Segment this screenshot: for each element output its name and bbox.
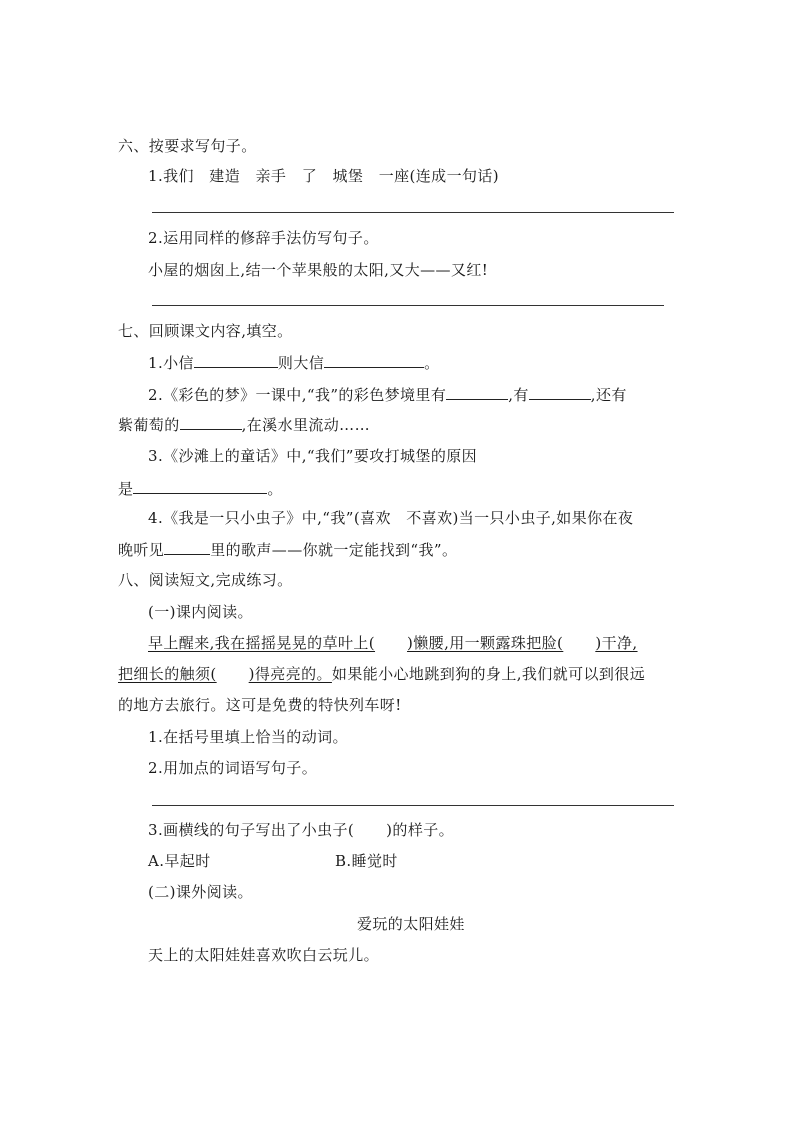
question-text: ,还有: [590, 386, 627, 404]
passage-text: )干净,: [595, 634, 638, 652]
question-text: 。: [267, 480, 283, 498]
sec7-question-3-cont: [118, 478, 283, 499]
sec6-example-sentence: 小屋的烟囱上,结一个苹果般的太阳,又大——又红!: [148, 261, 489, 279]
fill-blank[interactable]: [180, 414, 242, 430]
question-text: 则大信: [277, 354, 325, 372]
sec7-question-4: 4.《我是一只小虫子》中,“我”(喜欢 不喜欢)当一只小虫子,如果你在夜: [148, 509, 634, 527]
question-text: 3.画横线的句子写出了小虫子(: [148, 821, 355, 839]
fill-blank[interactable]: [164, 539, 210, 555]
sec8-question-2: 2.用加点的词语写句子。: [148, 759, 318, 777]
question-text: ,在溪水里流动……: [241, 416, 370, 434]
sec7-question-2-cont: [118, 414, 370, 435]
passage-text: 如果能小心地跳到狗的身上,我们就可以到很远: [331, 665, 646, 683]
fill-blank[interactable]: [446, 384, 508, 400]
fill-blank[interactable]: [529, 384, 591, 400]
underlined-sentence: [118, 665, 332, 683]
question-text: 1.小信: [148, 354, 194, 372]
answer-line[interactable]: [152, 212, 674, 213]
fill-blank[interactable]: [133, 478, 267, 494]
story-line-1: 天上的太阳娃娃喜欢吹白云玩儿。: [148, 946, 380, 964]
passage-line-2: [118, 664, 645, 684]
sec6-question-2: 2.运用同样的修辞手法仿写句子。: [148, 229, 379, 247]
question-text: 。: [424, 354, 440, 372]
passage-line-1: [148, 633, 638, 653]
sec8-question-3: [148, 820, 454, 840]
section-7-title: 七、回顾课文内容,填空。: [118, 322, 293, 340]
sec8-question-1: 1.在括号里填上恰当的动词。: [148, 728, 348, 746]
option-a[interactable]: A.早起时: [148, 852, 211, 870]
sec7-question-2: [148, 384, 627, 405]
question-text: ,有: [508, 386, 529, 404]
passage-text: )懒腰,用一颗露珠把脸(: [407, 634, 564, 652]
section-8-title: 八、阅读短文,完成练习。: [118, 571, 293, 589]
question-text: 2.《彩色的梦》一课中,“我”的彩色梦境里有: [148, 386, 447, 404]
question-text: 是: [118, 480, 134, 498]
question-text: 紫葡萄的: [118, 416, 180, 434]
sec7-question-4-cont: [118, 539, 457, 560]
story-title: 爱玩的太阳娃娃: [357, 915, 465, 933]
passage-line-3: 的地方去旅行。这可是免费的特快列车呀!: [118, 696, 402, 714]
question-text: 晚听见: [118, 541, 165, 559]
section-6-title: 六、按要求写句子。: [118, 137, 257, 155]
sec7-question-3: 3.《沙滩上的童话》中,“我们”要攻打城堡的原因: [148, 447, 478, 465]
sec7-question-1: [148, 352, 440, 373]
sec6-question-1: 1.我们 建造 亲手 了 城堡 一座(连成一句话): [148, 167, 500, 185]
question-text: 里的歌声——你就一定能找到“我”。: [210, 541, 458, 559]
part-2-title: (二)课外阅读。: [148, 883, 253, 901]
question-text: )的样子。: [386, 821, 455, 839]
answer-line[interactable]: [152, 305, 664, 306]
fill-blank[interactable]: [324, 352, 424, 368]
answer-line[interactable]: [152, 805, 674, 806]
part-1-title: (一)课内阅读。: [148, 603, 253, 621]
passage-text: 早上醒来,我在摇摇晃晃的草叶上(: [148, 634, 376, 652]
passage-text: 把细长的触须(: [118, 665, 217, 683]
option-b[interactable]: B.睡觉时: [335, 852, 398, 870]
underlined-sentence: [148, 634, 638, 652]
fill-blank[interactable]: [194, 352, 278, 368]
passage-text: )得亮亮的。: [248, 665, 332, 683]
